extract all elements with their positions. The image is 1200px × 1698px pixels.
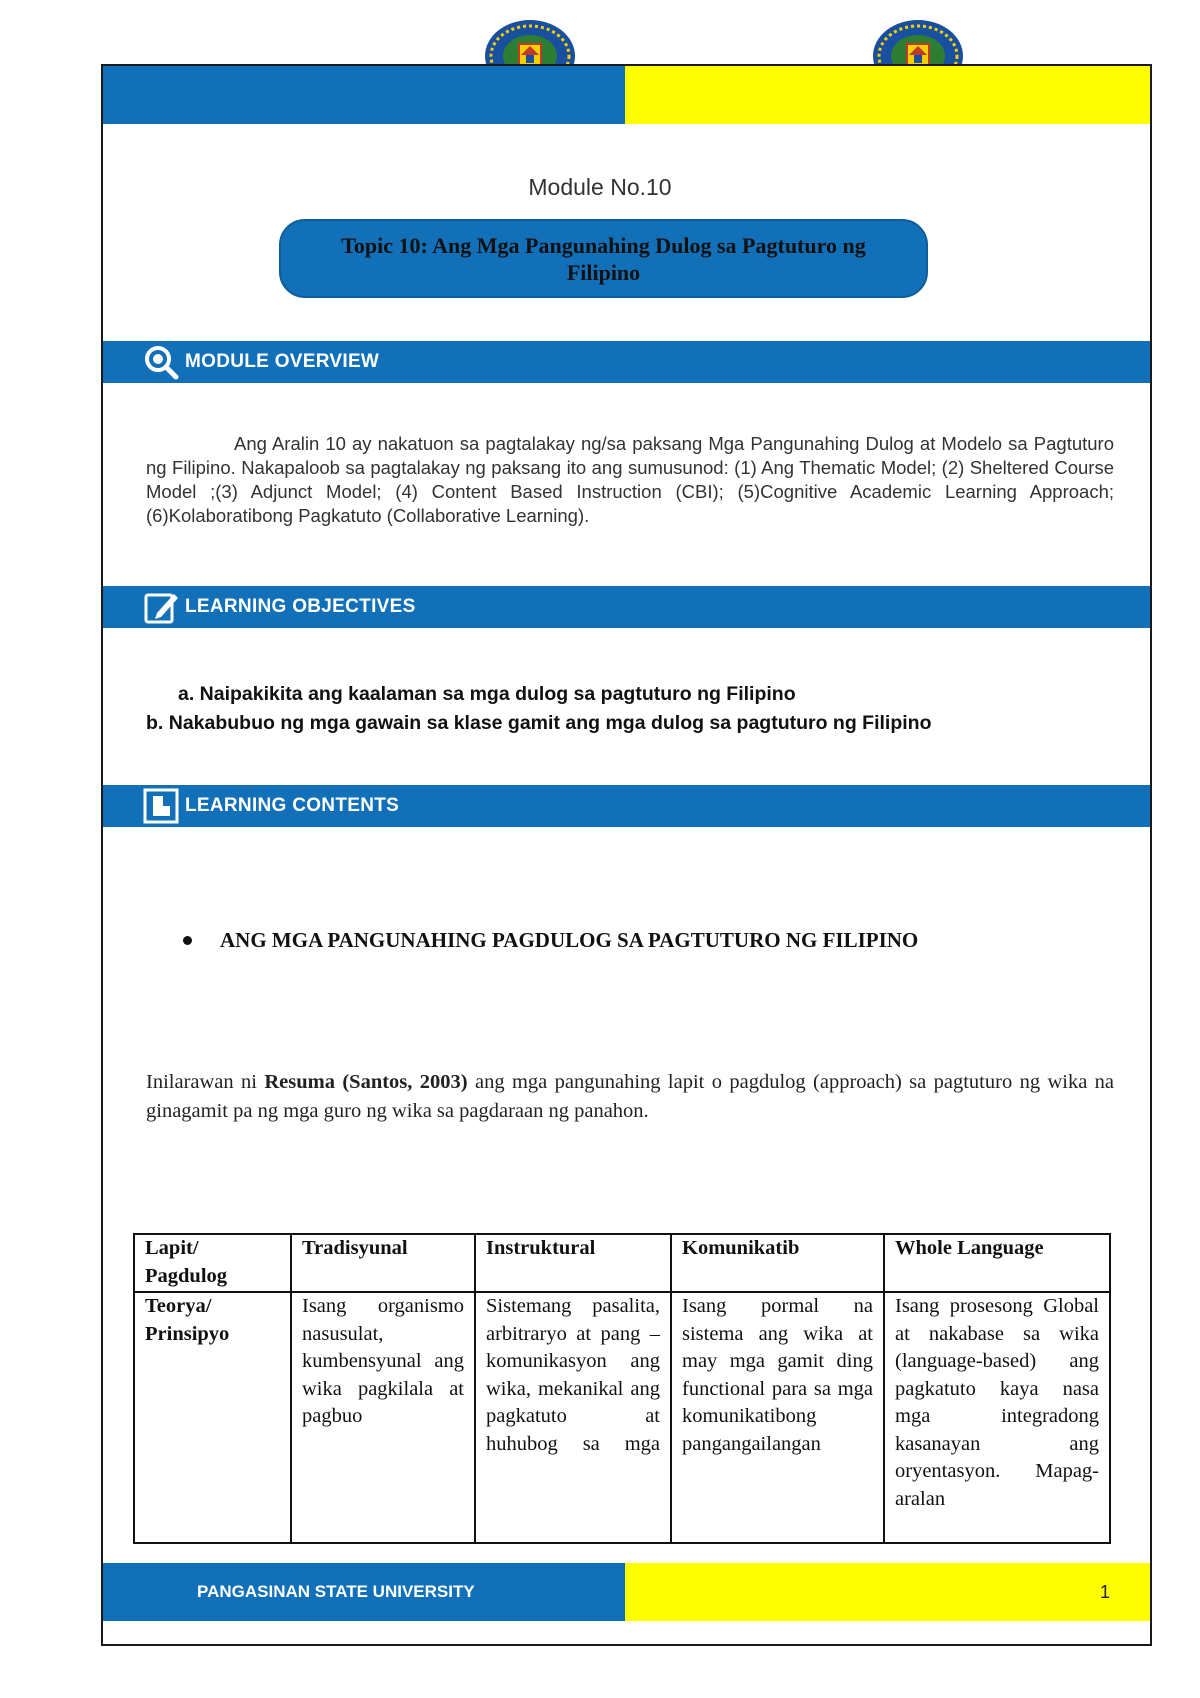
table-header-cell: Instruktural: [475, 1234, 671, 1292]
header-yellow-band: [625, 66, 1150, 124]
table-header-cell: Whole Language: [884, 1234, 1110, 1292]
footer-university: PANGASINAN STATE UNIVERSITY: [197, 1582, 475, 1601]
page-number: 1: [1099, 1581, 1110, 1602]
intro-paragraph: [146, 1068, 1114, 1126]
table-header-cell: Lapit/ Pagdulog: [134, 1234, 291, 1292]
header-blue-band: [103, 66, 625, 124]
table-cell: Isang organismo nasusulat, kumbensyunal ang wika pagkilala at pagbuo: [291, 1292, 475, 1543]
table-header-cell: Tradisyunal: [291, 1234, 475, 1292]
footer-bar: [103, 1563, 1150, 1621]
pencil-edit-icon: [143, 589, 179, 625]
module-overview-label: MODULE OVERVIEW: [185, 351, 380, 372]
learning-contents-label: LEARNING CONTENTS: [185, 795, 400, 816]
topic-title-box: [279, 219, 928, 298]
table-cell: Sistemang pasalita, arbitraryo at pang – komunikasyon ang wika, mekanikal ang pagkatuto at huhubog sa mga: [475, 1292, 671, 1543]
learning-contents-bar: [103, 785, 1150, 827]
module-number: Module No.10: [528, 174, 672, 200]
objective-item: a. Naipakikita ang kaalaman sa mga dulog sa pagtuturo ng Filipino: [178, 683, 796, 705]
learning-objectives-label: LEARNING OBJECTIVES: [185, 596, 416, 617]
objectives-list: [146, 680, 1126, 738]
magnifier-icon: [143, 344, 179, 380]
contents-heading: [183, 928, 918, 953]
contents-heading-text: ANG MGA PANGUNAHING PAGDULOG SA PAGTUTURO NG FILIPINO: [220, 928, 919, 952]
module-overview-text: [146, 432, 1114, 528]
table-header-row: [134, 1234, 1110, 1292]
objective-item: b. Nakabubuo ng mga gawain sa klase gamit ang mga dulog sa pagtuturo ng Filipino: [146, 712, 932, 734]
header-color-bar: [103, 66, 1150, 124]
table-row: [134, 1292, 1110, 1543]
intro-suffix: ang mga pangunahing lapit o pagdulog (approach) sa pagtuturo ng wika na ginagamit pa ng mga guro ng wika sa pagdaraan ng panahon.: [146, 1071, 1115, 1122]
table-row-label: Teorya/ Prinsipyo: [134, 1292, 291, 1543]
document-icon: [143, 788, 179, 824]
learning-objectives-bar: [103, 586, 1150, 628]
table-header-cell: Komunikatib: [671, 1234, 884, 1292]
module-overview-bar: [103, 341, 1150, 383]
footer-yellow-band: [625, 1563, 1150, 1621]
table-cell: Isang pormal na sistema ang wika at may mga gamit ding functional para sa mga komunikatibong pangangailangan: [671, 1292, 884, 1543]
intro-prefix: Inilarawan ni: [146, 1071, 257, 1093]
overview-paragraph: Ang Aralin 10 ay nakatuon sa pagtalakay ng/sa paksang Mga Pangunahing Dulog at Modelo sa Pagtuturo ng Filipino. Nakapaloob sa pagtalakay ng paksang ito ang sumusunod: (1) Ang Thematic Model; (2) Sheltered Course Model ;(3) Adjunct Model; (4) Content Based Instruction (CBI); (5)Cognitive Academic Learning Approach; (6)Kolaboratibong Pagkatuto (Collaborative Learning).: [146, 433, 1114, 526]
topic-title: Topic 10: Ang Mga Pangunahing Dulog sa Pagtuturo ng Filipino: [341, 232, 866, 285]
bullet-icon: [183, 936, 192, 945]
table-cell: Isang prosesong Global at nakabase sa wika (language-based) ang pagkatuto kaya nasa mga integradong kasanayan ang oryentasyon. Mapag-aralan: [884, 1292, 1110, 1543]
intro-author: Resuma (Santos, 2003): [264, 1071, 468, 1093]
approach-table: [133, 1233, 1111, 1544]
footer-blue-band: [103, 1563, 625, 1621]
